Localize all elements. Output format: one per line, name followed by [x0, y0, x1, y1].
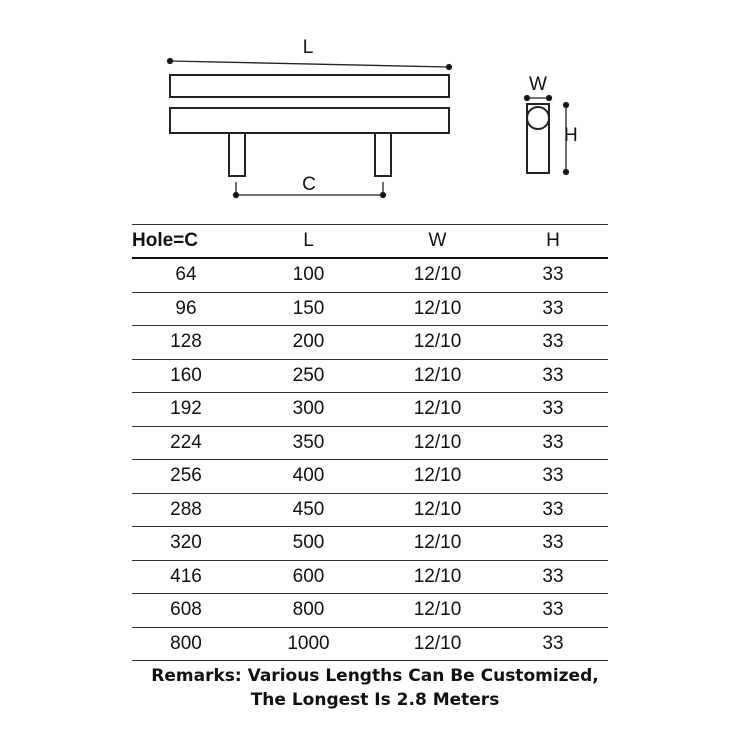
table-row: [132, 460, 608, 494]
cell-w: 12/10: [377, 460, 498, 494]
cell-l: 200: [240, 326, 377, 360]
handle-post-left: [229, 133, 245, 176]
width-dimension: [525, 96, 552, 101]
cell-h: 33: [498, 359, 608, 393]
length-dimension: [168, 59, 452, 70]
cell-l: 800: [240, 594, 377, 628]
cell-w: 12/10: [377, 292, 498, 326]
cell-h: 33: [498, 594, 608, 628]
cell-l: 500: [240, 527, 377, 561]
center-label: C: [302, 174, 316, 195]
column-header-l: L: [240, 225, 377, 259]
cell-h: 33: [498, 292, 608, 326]
cell-h: 33: [498, 493, 608, 527]
cell-w: 12/10: [377, 326, 498, 360]
cell-h: 33: [498, 460, 608, 494]
cell-hole-c: 192: [132, 393, 240, 427]
cell-w: 12/10: [377, 527, 498, 561]
cell-w: 12/10: [377, 426, 498, 460]
cell-hole-c: 64: [132, 258, 240, 292]
cell-l: 150: [240, 292, 377, 326]
cell-hole-c: 288: [132, 493, 240, 527]
handle-end-circle: [527, 107, 549, 129]
cell-h: 33: [498, 326, 608, 360]
cell-l: 350: [240, 426, 377, 460]
cell-l: 600: [240, 560, 377, 594]
dimension-table: [132, 224, 608, 661]
cell-w: 12/10: [377, 627, 498, 661]
cell-h: 33: [498, 258, 608, 292]
cell-l: 250: [240, 359, 377, 393]
length-label: L: [302, 37, 314, 58]
table-row: [132, 493, 608, 527]
remarks-line-1: Remarks: Various Lengths Can Be Customized,: [151, 666, 599, 686]
cell-hole-c: 416: [132, 560, 240, 594]
cell-h: 33: [498, 560, 608, 594]
handle-bar-side: [170, 108, 449, 133]
cell-hole-c: 608: [132, 594, 240, 628]
cell-hole-c: 320: [132, 527, 240, 561]
table-header-row: [132, 225, 608, 259]
cell-w: 12/10: [377, 258, 498, 292]
cell-hole-c: 224: [132, 426, 240, 460]
cell-hole-c: 800: [132, 627, 240, 661]
table-row: [132, 258, 608, 292]
handle-post-right: [375, 133, 391, 176]
table-row: [132, 326, 608, 360]
cell-l: 450: [240, 493, 377, 527]
handle-top-view: [170, 75, 449, 176]
handle-bar-top: [170, 75, 449, 97]
cell-w: 12/10: [377, 594, 498, 628]
cell-hole-c: 128: [132, 326, 240, 360]
cell-w: 12/10: [377, 560, 498, 594]
table-row: [132, 527, 608, 561]
cell-hole-c: 256: [132, 460, 240, 494]
cell-h: 33: [498, 393, 608, 427]
cell-hole-c: 96: [132, 292, 240, 326]
cell-w: 12/10: [377, 393, 498, 427]
table-row: [132, 426, 608, 460]
remarks-note: [0, 664, 750, 712]
table-row: [132, 393, 608, 427]
cell-l: 100: [240, 258, 377, 292]
column-header-w: W: [377, 225, 498, 259]
table-row: [132, 560, 608, 594]
handle-dimension-drawing: [0, 0, 750, 224]
cell-h: 33: [498, 627, 608, 661]
column-header-hole-c: Hole=C: [132, 225, 240, 259]
handle-end-view: [527, 104, 549, 173]
cell-h: 33: [498, 527, 608, 561]
cell-hole-c: 160: [132, 359, 240, 393]
column-header-h: H: [498, 225, 608, 259]
table-row: [132, 594, 608, 628]
handle-end-body: [527, 104, 549, 173]
table-row: [132, 627, 608, 661]
table-row: [132, 359, 608, 393]
cell-w: 12/10: [377, 493, 498, 527]
cell-l: 300: [240, 393, 377, 427]
cell-h: 33: [498, 426, 608, 460]
height-label: H: [564, 125, 578, 146]
cell-l: 400: [240, 460, 377, 494]
width-label: W: [529, 74, 547, 95]
cell-l: 1000: [240, 627, 377, 661]
remarks-line-2: The Longest Is 2.8 Meters: [250, 690, 500, 710]
table-row: [132, 292, 608, 326]
cell-w: 12/10: [377, 359, 498, 393]
